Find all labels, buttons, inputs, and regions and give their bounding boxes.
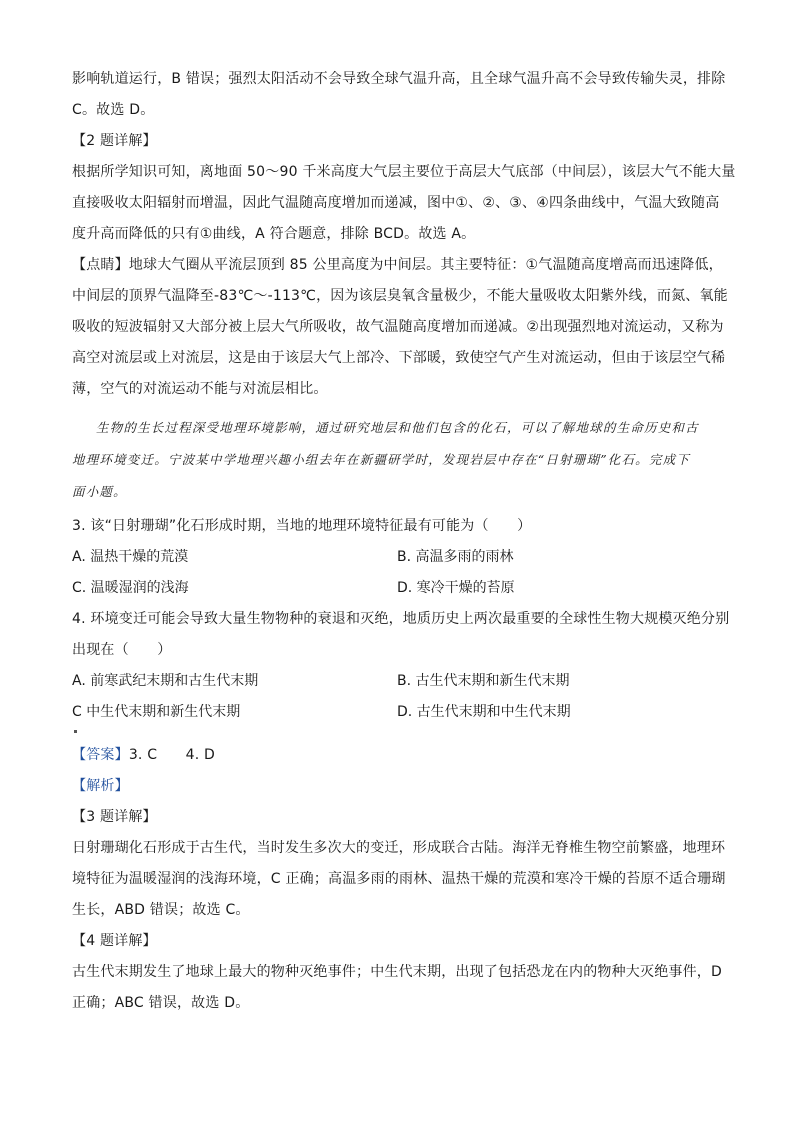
- option-c: C 中生代末期和新生代末期: [72, 704, 241, 720]
- intro-line: 面小题。: [72, 484, 127, 499]
- highlight-section: [72, 250, 728, 405]
- intro-line: 生物的生长过程深受地理环境影响，通过研究地层和他们包含的化石，可以了解地球的生命历史和古: [96, 420, 699, 435]
- text-line: 正确；ABC 错误，故选 D。: [72, 995, 250, 1011]
- text-line: C。故选 D。: [72, 102, 155, 118]
- question-3-options-row-1: [72, 542, 722, 573]
- option-a: A. 前寒武纪末期和古生代末期: [72, 673, 259, 689]
- question-4-stem: 出现在（ ）: [72, 642, 172, 658]
- text-line: 吸收的短波辐射又大部分被上层大气所吸收，故气温随高度增加而递减。②出现强烈地对流运动，又称为: [72, 319, 724, 335]
- previous-explanation: [72, 64, 726, 126]
- stray-mark: [74, 730, 77, 733]
- text-line: 度升高而降低的只有①曲线，A 符合题意，排除 BCD。故选 A。: [72, 226, 476, 242]
- detail-4-heading: 【4 题详解】: [72, 933, 157, 949]
- text-line: 生长，ABD 错误；故选 C。: [72, 902, 250, 918]
- question-3-stem: 3. 该“日射珊瑚”化石形成时期，当地的地理环境特征最有可能为（ ）: [72, 518, 532, 534]
- text-line: 高空对流层或上对流层，这是由于该层大气上部冷、下部暖，致使空气产生对流运动，但由于该层空气稀: [72, 350, 726, 366]
- document-page: [72, 64, 736, 1019]
- question-4-options-row-2: [72, 697, 722, 728]
- highlight-heading: 【点睛】: [72, 257, 129, 273]
- option-d: D. 寒冷干燥的苔原: [397, 580, 515, 596]
- option-a: A. 温热干燥的荒漠: [72, 549, 189, 565]
- option-b: B. 古生代末期和新生代末期: [397, 673, 570, 689]
- text-line: 根据所学知识可知，离地面 50～90 千米高度大气层主要位于高层大气底部（中间层），该层大气不能大量: [72, 164, 736, 180]
- highlight-text: 地球大气圈从平流层顶到 85 公里高度为中间层。其主要特征：①气温随高度增高而迅速降低，: [128, 257, 723, 273]
- text-line: 境特征为温暖湿润的浅海环境，C 正确；高温多雨的雨林、温热干燥的荒漠和寒冷干燥的苔原不适合珊瑚: [72, 871, 726, 887]
- analysis-heading: 【解析】: [72, 778, 129, 794]
- answer-line: [72, 740, 722, 771]
- detail-2-section: [72, 126, 736, 250]
- detail-4-section: [72, 926, 722, 1019]
- highlight-first-line: [72, 250, 722, 281]
- detail-3-section: [72, 802, 726, 926]
- question-3-options-row-2: [72, 573, 722, 604]
- option-c: C. 温暖湿润的浅海: [72, 580, 189, 596]
- detail-2-heading: 【2 题详解】: [72, 133, 157, 149]
- text-line: 影响轨道运行，B 错误；强烈太阳活动不会导致全球气温升高，且全球气温升高不会导致传输失灵，排除: [72, 71, 726, 87]
- option-d: D. 古生代末期和中生代末期: [397, 704, 571, 720]
- text-line: 中间层的顶界气温降至-83℃～-113℃，因为该层臭氧含量极少，不能大量吸收太阳紫外线，而氮、氧能: [72, 288, 728, 304]
- text-line: 薄，空气的对流运动不能与对流层相比。: [72, 381, 328, 397]
- option-b: B. 高温多雨的雨林: [397, 549, 514, 565]
- intro-line: 地理环境变迁。宁波某中学地理兴趣小组去年在新疆研学时，发现岩层中存在“日射珊瑚”化石。完成下: [72, 452, 690, 467]
- question-intro: [72, 413, 722, 507]
- text-line: 日射珊瑚化石形成于古生代，当时发生多次大的变迁，形成联合古陆。海洋无脊椎生物空前繁盛，地理环: [72, 840, 726, 856]
- text-line: 古生代末期发生了地球上最大的物种灭绝事件；中生代末期，出现了包括恐龙在内的物种大灭绝事件，D: [72, 964, 722, 980]
- answer-heading: 【答案】: [72, 747, 129, 763]
- text-line: 直接吸收太阳辐射而增温，因此气温随高度增加而递减，图中①、②、③、④四条曲线中，气温大致随高: [72, 195, 720, 211]
- question-4-options-row-1: [72, 666, 722, 697]
- answer-text: 3. C 4. D: [128, 747, 215, 763]
- question-4: [72, 604, 730, 738]
- detail-3-heading: 【3 题详解】: [72, 809, 157, 825]
- question-4-stem: 4. 环境变迁可能会导致大量生物物种的衰退和灭绝，地质历史上两次最重要的全球性生物大规模灭绝分别: [72, 611, 730, 627]
- question-3: [72, 511, 722, 604]
